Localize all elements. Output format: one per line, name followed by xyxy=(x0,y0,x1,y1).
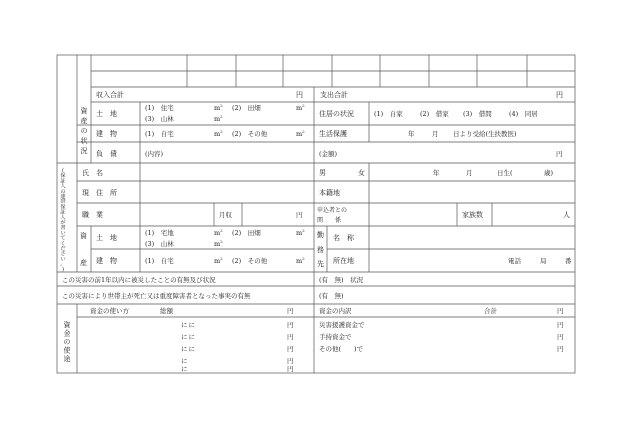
guarantor-label-char: 保 xyxy=(60,204,66,211)
usage-line-3-ni: にに xyxy=(181,345,195,353)
assets-section-char: 産 xyxy=(80,117,88,125)
housing-option-own: (1) 自家 xyxy=(374,110,403,118)
guarantor-label-char: の xyxy=(60,188,66,195)
monthly-income-label: 月収 xyxy=(219,211,232,219)
funds-total-amount-yen: 円 xyxy=(287,307,294,315)
land-option-field: (2) 田畑 xyxy=(232,104,261,112)
debt-content-label: (内容) xyxy=(145,150,164,158)
phone-label: 電話 xyxy=(508,257,521,265)
guarantor-section-label xyxy=(60,167,66,273)
building-unit-home: $m^2$ xyxy=(214,129,223,138)
assets-section-char: 状 xyxy=(80,137,88,145)
income-total-label: 収入合計 xyxy=(96,91,124,99)
guarantor-label-char: く xyxy=(60,240,66,247)
guarantor-label-char: だ xyxy=(60,246,66,252)
disaster-q2-text: この災害により世帯主が死亡又は重度障害者となった事実の有無 xyxy=(62,292,251,300)
guarantor-label-char: 証 xyxy=(60,178,66,185)
expense-total-label: 支出合計 xyxy=(320,91,348,99)
birth-day: 日生( xyxy=(497,169,513,177)
usage-line-2-ni: にに xyxy=(181,333,195,341)
disaster-q1-answer: (有 無) 状況 xyxy=(319,276,364,284)
gender-female: 女 xyxy=(358,169,365,177)
funds-breakdown-header: 資金の内訳 xyxy=(319,307,352,315)
domicile-label: 本籍地 xyxy=(319,189,340,197)
guarantor-label-char: て xyxy=(60,235,66,242)
expense-yen: 円 xyxy=(556,91,563,99)
usage-line-2-yen: 円 xyxy=(287,333,294,341)
usage-line-3-yen: 円 xyxy=(287,345,294,353)
debt-yen: 円 xyxy=(556,150,563,158)
breakdown-item-2-yen: 円 xyxy=(557,333,564,341)
asset-land-label: 土 地 xyxy=(96,110,117,118)
guarantor-label-char: さ xyxy=(60,251,66,258)
guarantor-label-char: 保 xyxy=(60,173,66,180)
family-count-unit: 人 xyxy=(563,211,570,219)
assets-section-char: 況 xyxy=(80,147,88,155)
asset-debt-label: 負 債 xyxy=(96,150,117,158)
funds-usage-header: 資金の使い方 xyxy=(90,307,129,315)
funds-total-header: 合計 xyxy=(484,307,497,315)
phone-exchange-label: 局 xyxy=(540,257,547,265)
guarantor-label-char: 人 xyxy=(60,214,66,221)
guarantor-label-char: ( xyxy=(61,168,65,174)
g-land-option-field: (2) 田畑 xyxy=(232,229,261,237)
guarantor-label-char: い xyxy=(60,230,66,237)
land-option-forest: (3) 山林 xyxy=(145,115,174,123)
housing-option-cohabit: (4) 同居 xyxy=(509,110,538,118)
guarantor-label-char: 書 xyxy=(60,225,66,232)
land-unit-housing: $m^2$ xyxy=(214,103,223,112)
welfare-since: 日より受給(生扶教医) xyxy=(453,130,517,138)
funds-label-char: 資 xyxy=(63,321,71,329)
funds-label-char: 使 xyxy=(63,346,71,355)
funds-label-char: 途 xyxy=(63,355,71,363)
guarantor-land-label: 土 地 xyxy=(96,234,117,242)
breakdown-item-own-fund: 手持資金で xyxy=(319,333,352,341)
workplace-address-label: 所在地 xyxy=(333,257,354,265)
guarantor-building-label: 建 物 xyxy=(96,257,117,265)
housing-option-room: (3) 借間 xyxy=(463,110,492,118)
guarantor-label-char: 連 xyxy=(60,194,66,200)
land-option-housing: (1) 住宅 xyxy=(145,104,174,112)
land-unit-forest: $m^2$ xyxy=(214,114,223,123)
guarantor-assets-char-2: 産 xyxy=(80,259,87,267)
usage-line-4-ni: に xyxy=(181,357,188,365)
workplace-char-3: 先 xyxy=(317,260,324,268)
debt-amount-label: (金額) xyxy=(319,150,338,158)
funds-label-char: の xyxy=(63,338,71,346)
phone-number-label: 番 xyxy=(565,257,572,265)
birth-month: 月 xyxy=(466,169,473,177)
housing-status-label: 住居の状況 xyxy=(319,110,354,118)
breakdown-item-disaster-fund: 災害援護資金で xyxy=(319,321,365,329)
g-land-option-residential: (1) 宅地 xyxy=(145,229,174,237)
guarantor-label-char: が xyxy=(60,220,66,226)
guarantor-label-char: ) xyxy=(61,266,65,273)
welfare-label: 生活保護 xyxy=(319,130,347,138)
relation-label-line2: 関 係 xyxy=(317,217,342,224)
relation-label-line1: 申込者との xyxy=(317,207,348,214)
workplace-name-label: 名 称 xyxy=(333,234,354,242)
assets-section-label xyxy=(81,106,89,155)
breakdown-item-other: その他( )で xyxy=(319,345,364,353)
family-count-label: 家族数 xyxy=(462,211,483,219)
building-option-home: (1) 自宅 xyxy=(145,130,174,138)
building-unit-other: $m^2$ xyxy=(296,129,305,138)
asset-building-label: 建 物 xyxy=(96,130,117,138)
guarantor-address-label: 現 住 所 xyxy=(82,189,117,197)
g-land-unit-forest: $m^2$ xyxy=(214,239,223,248)
workplace-char-2: 務 xyxy=(317,246,324,254)
gender-male: 男 xyxy=(319,169,326,177)
breakdown-item-1-yen: 円 xyxy=(557,321,564,329)
age-label: 歳) xyxy=(544,169,554,177)
form-grid-lines xyxy=(57,55,575,373)
usage-line-5-ni: に xyxy=(181,365,188,373)
usage-line-5-yen: 円 xyxy=(287,365,294,373)
guarantor-label-char: 証 xyxy=(60,209,66,216)
g-building-unit-home: $m^2$ xyxy=(214,256,223,265)
occupation-label: 職 業 xyxy=(82,211,103,219)
g-building-unit-other: $m^2$ xyxy=(296,256,305,265)
welfare-year: 年 xyxy=(408,130,415,138)
funds-total-amount-header: 総額 xyxy=(160,307,173,315)
housing-option-rent: (2) 借家 xyxy=(420,110,449,118)
guarantor-label-char: 人 xyxy=(60,183,66,190)
land-unit-field: $m^2$ xyxy=(296,103,305,112)
welfare-month: 月 xyxy=(432,130,439,138)
birth-year: 年 xyxy=(433,169,440,177)
disaster-q2-answer: (有 無) xyxy=(319,292,344,300)
disaster-q1-text: この災害の前1年以内に被災したことの有無及び状況 xyxy=(62,276,216,284)
g-land-unit-field: $m^2$ xyxy=(296,228,305,237)
g-land-unit-residential: $m^2$ xyxy=(214,228,223,237)
funds-label-char: 金 xyxy=(63,329,71,338)
guarantor-label-char: い xyxy=(60,256,66,263)
guarantor-assets-char-1: 資 xyxy=(80,232,87,240)
assets-section-char: 資 xyxy=(80,107,88,115)
funds-section-label xyxy=(64,320,72,363)
usage-line-4-yen: 円 xyxy=(287,357,294,365)
breakdown-item-3-yen: 円 xyxy=(557,345,564,353)
funds-total-yen: 円 xyxy=(557,307,564,315)
guarantor-name-label: 氏 名 xyxy=(82,169,103,177)
assets-section-char: の xyxy=(80,127,88,135)
building-option-other: (2) その他 xyxy=(232,130,268,138)
income-yen: 円 xyxy=(296,91,303,99)
g-building-option-home: (1) 自宅 xyxy=(145,257,174,265)
g-building-option-other: (2) その他 xyxy=(232,257,268,265)
monthly-income-yen: 円 xyxy=(296,211,303,219)
guarantor-label-char: 。 xyxy=(60,261,66,268)
usage-line-1-yen: 円 xyxy=(287,321,294,329)
g-land-option-forest: (3) 山林 xyxy=(145,240,174,248)
workplace-char-1: 勤 xyxy=(317,231,324,239)
guarantor-label-char: 帯 xyxy=(60,199,66,206)
usage-line-1-ni: にに xyxy=(181,321,195,329)
